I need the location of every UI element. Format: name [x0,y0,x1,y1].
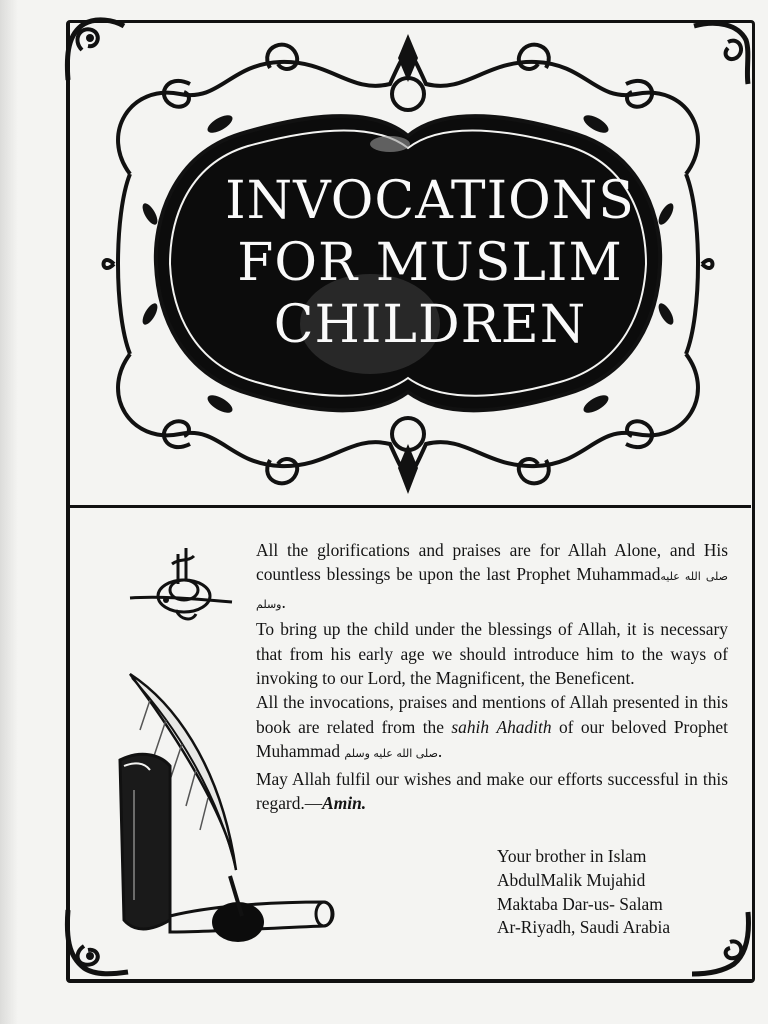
signature-line-3: Maktaba Dar-us- Salam [497,893,663,914]
arabic-salutation-2: صلى الله عليه وسلم [344,747,438,761]
calligraphy-seal-icon [126,540,236,630]
intro-p3-end: . [437,741,443,762]
intro-paragraph-2: To bring up the child under the blessings of Allah, it is necessary that from his early age we should introduce him to the ways of invoking to our Lord, the Magnificent, the Beneficent. [256,619,728,689]
title-line-1: INVOCATIONS [225,171,635,231]
intro-p3-text: All the invocations, praises and mentions of Allah presented in this book are related from the [256,692,728,737]
corner-ornament-bottom-right [690,908,752,978]
arabic-salutation-1: صلى الله عليه وسلم [256,570,728,611]
intro-p4-text: May Allah fulfil our wishes and make our efforts successful in this regard.— [256,768,728,814]
signature-line-1: Your brother in Islam [497,846,647,866]
intro-paragraph-3 [256,690,728,766]
intro-paragraph-1 [256,538,728,617]
signature-line-4: Ar-Riyadh, Saudi Arabia [497,917,671,938]
title-line-2: FOR MUSLIM [237,233,623,293]
title-line-3: CHILDREN [273,295,587,355]
page-edge-shadow [0,0,18,1024]
introduction-text [256,538,728,815]
intro-paragraph-4 [256,767,728,816]
book-title [160,170,700,370]
intro-p3-text-2: of our beloved Prophet Muhammad [256,716,728,762]
ahadith-term: Ahadith [496,716,552,737]
intro-p1-end: . [281,591,286,612]
sahih-term: sahih [451,716,490,737]
intro-p1-text: All the glorifications and praises are for Allah Alone, and His countless blessings be upon the last Prophet Muhammad [256,540,728,585]
author-signature [497,845,670,940]
amin-word: Amin. [322,793,367,814]
section-divider-line [66,505,751,508]
signature-line-2: AbdulMalik Mujahid [497,869,646,890]
